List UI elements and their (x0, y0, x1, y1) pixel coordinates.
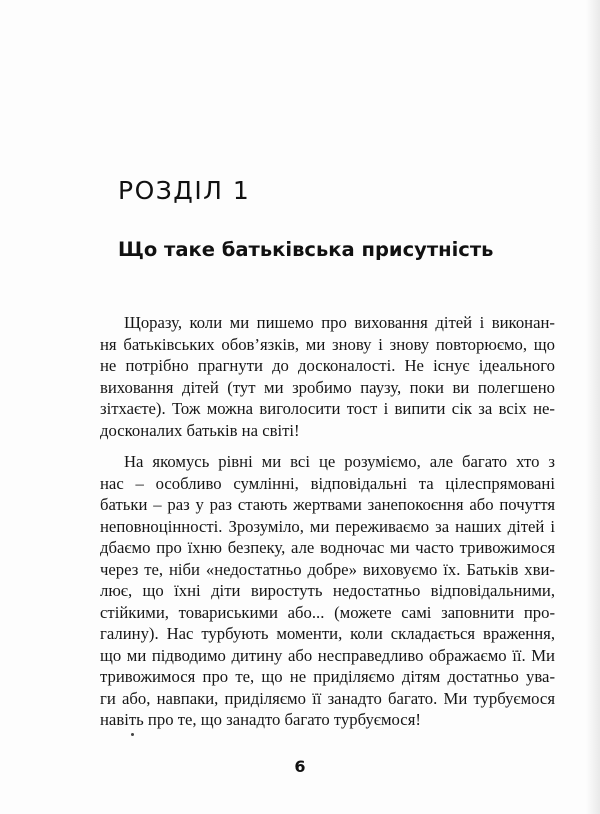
text-line: нас – особливо сумлінні, відповідальні та цілеспрямовані (100, 473, 555, 493)
text-line: не потрібно прагнути до досконалості. Не існує ідеального (100, 356, 555, 375)
text-line: стійкими, товариськими або... (можете самі заповнити про- (100, 602, 555, 622)
paragraph-2 (100, 451, 555, 731)
text-line: дбаємо про їхню безпеку, але водночас ми часто тривожимося (100, 538, 555, 557)
text-line: ги або, навпаки, приділяємо її занадто багато. Ми турбуємося (100, 688, 555, 708)
text-line: На якомусь рівні ми всі це розуміємо, але багато хто з (124, 452, 555, 471)
text-line: через те, ніби «недостатньо добре» виховуємо їх. Батьків хви- (100, 559, 555, 579)
scan-artifact-dot (131, 733, 134, 736)
page-number: 6 (294, 757, 306, 776)
text-line: Щоразу, коли ми пишемо про виховання дітей і виконан- (124, 313, 555, 332)
text-line: зітхаєте). Тож можна виголосити тост і випити сік за всіх не- (100, 399, 555, 418)
text-line: неповноцінності. Зрозуміло, ми переживаємо за наших дітей і (100, 516, 555, 536)
text-line: тривожимося про те, що не приділяємо дітям достатньо ува- (100, 667, 555, 686)
text-line: що ми підводимо дитину або несправедливо ображаємо її. Ми (100, 645, 555, 665)
chapter-label: РОЗДІЛ 1 (118, 176, 251, 205)
chapter-title: Що таке батьківська присутність (118, 238, 494, 261)
body-text (100, 312, 555, 741)
scan-edge-shadow (586, 0, 600, 814)
text-line: батьки – раз у раз стають жертвами занепокоєння або почуття (100, 495, 555, 514)
text-line: ня батьківських обов’язків, ми знову і знову повторюємо, що (100, 334, 555, 354)
paragraph-1 (100, 312, 555, 441)
text-line: навіть про те, що занадто багато турбуємося! (100, 710, 421, 729)
text-line: виховання дітей (тут ми зробимо паузу, поки ви полегшено (100, 377, 555, 397)
text-line: досконалих батьків на світі! (100, 420, 300, 440)
text-line: лює, що їхні діти виростуть недостатньо відповідальними, (100, 581, 555, 600)
text-line: галину). Нас турбують моменти, коли складається враження, (100, 624, 555, 643)
